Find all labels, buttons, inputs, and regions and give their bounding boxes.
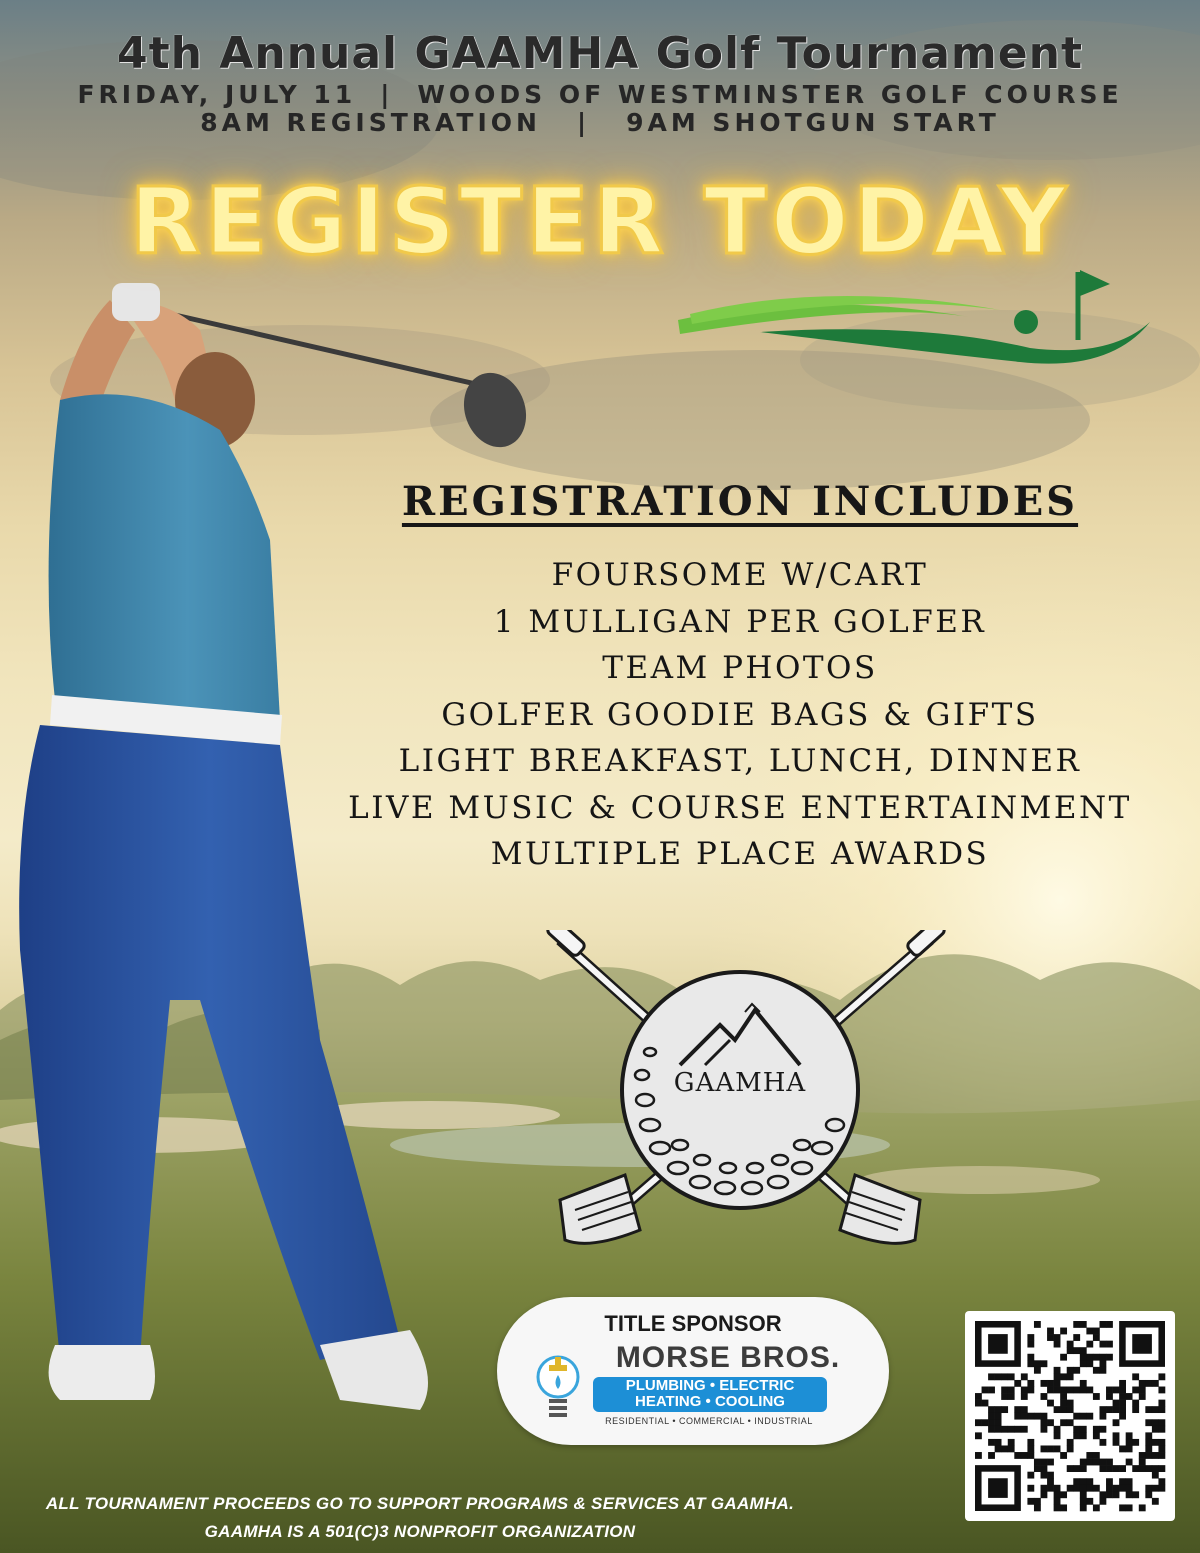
sponsor-services-line1: PLUMBING • ELECTRIC xyxy=(625,1377,795,1394)
title-sponsor-card xyxy=(497,1297,889,1445)
sponsor-tagline: RESIDENTIAL • COMMERCIAL • INDUSTRIAL xyxy=(605,1416,813,1426)
event-date-venue xyxy=(0,80,1200,109)
event-times xyxy=(0,108,1200,137)
emblem-label: GAAMHA xyxy=(673,1068,807,1098)
footer-proceeds-note: ALL TOURNAMENT PROCEEDS GO TO SUPPORT PROGRAMS & SERVICES AT GAAMHA. xyxy=(45,1494,795,1513)
sponsor-services xyxy=(593,1377,827,1412)
separator: | xyxy=(380,80,394,109)
sponsor-label: TITLE SPONSOR xyxy=(604,1311,782,1336)
list-item: LIVE MUSIC & COURSE ENTERTAINMENT xyxy=(348,789,1132,826)
separator: | xyxy=(576,108,591,137)
event-title: 4th Annual GAAMHA Golf Tournament xyxy=(117,28,1083,79)
list-item: 1 MULLIGAN PER GOLFER xyxy=(493,603,987,640)
qr-code-icon[interactable] xyxy=(965,1311,1175,1521)
registration-includes-heading: REGISTRATION INCLUDES xyxy=(401,478,1079,525)
lightbulb-faucet-icon xyxy=(535,1347,581,1433)
golf-flag-swoosh-icon xyxy=(670,262,1160,372)
list-item: FOURSOME W/CART xyxy=(551,557,929,593)
list-item: LIGHT BREAKFAST, LUNCH, DINNER xyxy=(398,743,1082,779)
registration-includes-list xyxy=(320,552,1160,878)
registration-time: 8AM REGISTRATION xyxy=(200,108,541,137)
list-item: TEAM PHOTOS xyxy=(602,650,878,686)
register-today-headline[interactable]: REGISTER TODAY xyxy=(129,168,1071,275)
list-item: GOLFER GOODIE BAGS & GIFTS xyxy=(441,696,1039,733)
start-time: 9AM SHOTGUN START xyxy=(626,108,1000,137)
gaamha-emblem xyxy=(530,930,950,1260)
event-date: FRIDAY, JULY 11 xyxy=(77,80,357,109)
list-item: MULTIPLE PLACE AWARDS xyxy=(490,836,990,872)
sponsor-services-line2: HEATING • COOLING xyxy=(635,1393,785,1410)
sponsor-name: MORSE BROS. xyxy=(615,1341,841,1374)
footer-nonprofit-note: GAAMHA IS A 501(C)3 NONPROFIT ORGANIZATION xyxy=(204,1522,636,1541)
event-venue: WOODS OF WESTMINSTER GOLF COURSE xyxy=(417,80,1123,109)
registration-qr-code[interactable] xyxy=(965,1311,1175,1521)
